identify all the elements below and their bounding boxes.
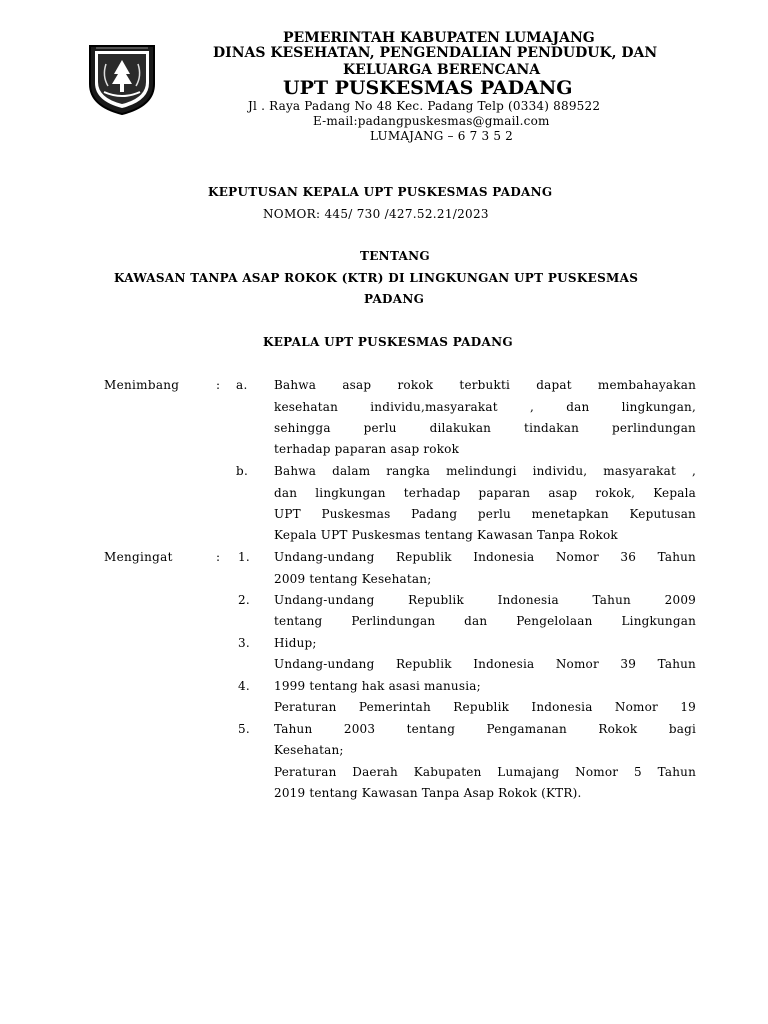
decree-title: KEPUTUSAN KEPALA UPT PUSKESMAS PADANG — [208, 185, 553, 199]
menimbang-b-line: Bahwa dalam rangka melindungi individu, masyarakat , — [274, 464, 696, 478]
lumajang-emblem-logo — [86, 40, 158, 116]
mengingat-line: Undang-undang Republik Indonesia Nomor 36 Tahun — [274, 550, 696, 564]
header-government: PEMERINTAH KABUPATEN LUMAJANG — [283, 30, 595, 46]
header-agency: DINAS KESEHATAN, PENGENDALIAN PENDUDUK, DAN — [213, 45, 658, 61]
menimbang-marker-a: a. — [236, 378, 248, 392]
menimbang-colon: : — [216, 378, 221, 392]
decree-number: NOMOR: 445/ 730 /427.52.21/2023 — [263, 207, 489, 221]
decree-subject-line1: KAWASAN TANPA ASAP ROKOK (KTR) DI LINGKUNGAN UPT PUSKESMAS — [114, 271, 639, 285]
mengingat-label: Mengingat — [104, 550, 173, 564]
mengingat-line: Kesehatan; — [274, 743, 344, 757]
header-unit: UPT PUSKESMAS PADANG — [283, 77, 573, 99]
decree-about-label: TENTANG — [360, 249, 430, 263]
decree-subject-line2: PADANG — [364, 292, 425, 306]
mengingat-marker: 5. — [238, 722, 251, 736]
mengingat-line: Tahun 2003 tentang Pengamanan Rokok bagi — [274, 722, 696, 736]
menimbang-a-line: terhadap paparan asap rokok — [274, 442, 460, 456]
mengingat-marker: 2. — [238, 593, 251, 607]
decree-issuer: KEPALA UPT PUSKESMAS PADANG — [263, 335, 513, 349]
header-address: Jl . Raya Padang No 48 Kec. Padang Telp (0334) 889522 — [248, 99, 601, 113]
mengingat-line: Undang-undang Republik Indonesia Tahun 2009 — [274, 593, 696, 607]
header-agency-cont: KELUARGA BERENCANA — [343, 62, 541, 78]
mengingat-line: 2009 tentang Kesehatan; — [274, 572, 432, 586]
menimbang-b-line: UPT Puskesmas Padang perlu menetapkan Keputusan — [274, 507, 696, 521]
menimbang-b-line: Kepala UPT Puskesmas tentang Kawasan Tanpa Rokok — [274, 528, 618, 542]
menimbang-b-line: dan lingkungan terhadap paparan asap rokok, Kepala — [274, 486, 696, 500]
menimbang-a-line: sehingga perlu dilakukan tindakan perlindungan — [274, 421, 696, 435]
mengingat-marker: 4. — [238, 679, 251, 693]
menimbang-label: Menimbang — [104, 378, 180, 392]
mengingat-marker: 1. — [238, 550, 251, 564]
mengingat-marker: 3. — [238, 636, 251, 650]
header-city: LUMAJANG – 6 7 3 5 2 — [370, 129, 514, 143]
menimbang-a-line: Bahwa asap rokok terbukti dapat membahayakan — [274, 378, 696, 392]
mengingat-line: Peraturan Daerah Kabupaten Lumajang Nomor 5 Tahun — [274, 765, 696, 779]
mengingat-colon: : — [216, 550, 221, 564]
mengingat-line: tentang Perlindungan dan Pengelolaan Lingkungan — [274, 614, 696, 628]
menimbang-marker-b: b. — [236, 464, 249, 478]
header-email: E-mail:padangpuskesmas@gmail.com — [313, 114, 550, 128]
mengingat-line: 2019 tentang Kawasan Tanpa Asap Rokok (KTR). — [274, 786, 582, 800]
menimbang-a-line: kesehatan individu,masyarakat , dan lingkungan, — [274, 400, 696, 414]
mengingat-line: Peraturan Pemerintah Republik Indonesia Nomor 19 — [274, 700, 696, 714]
mengingat-line: Undang-undang Republik Indonesia Nomor 39 Tahun — [274, 657, 696, 671]
mengingat-line: Hidup; — [274, 636, 317, 650]
mengingat-line: 1999 tentang hak asasi manusia; — [274, 679, 481, 693]
